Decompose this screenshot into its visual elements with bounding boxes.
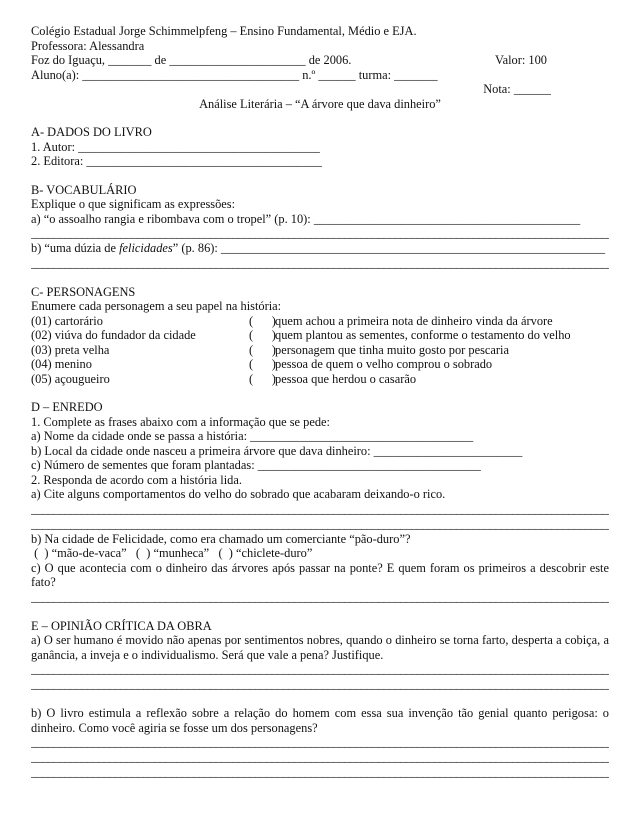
question-2: 2. Responda de acordo com a história lida.	[31, 472, 242, 487]
character-row: (03) preta velha ( ) personagem que tinha muito gosto por pescaria	[31, 342, 509, 357]
answer-line	[31, 517, 609, 532]
vocabulary-instruction: Explique o que significam as expressões:	[31, 197, 236, 211]
section-c-heading: C- PERSONAGENS	[31, 284, 136, 299]
answer-line	[31, 735, 609, 750]
document-title: Análise Literária – “A árvore que dava dinheiro”	[199, 96, 441, 111]
teacher-name: Professora: Alessandra	[31, 38, 145, 53]
opinion-question-a: a) O ser humano é movido não apenas por sentimentos nobres, quando o dinheiro se torna farto, desperta a cobiça, a ganância, a inveja e o individualismo. Será que vale a pena? Justifique.	[31, 633, 609, 662]
question-1b: b) Local da cidade onde nasceu a primeira árvore que dava dinheiro: ________________________	[31, 443, 523, 458]
answer-line	[31, 765, 609, 780]
section-a-heading: A- DADOS DO LIVRO	[31, 125, 152, 139]
answer-line	[31, 226, 609, 241]
question-2c: c) O que acontecia com o dinheiro das árvores após passar na ponte? E quem foram os primeiros a descobrir este fato?	[31, 560, 609, 589]
question-2b-options: ( ) “mão-de-vaca” ( ) “munheca” ( ) “chiclete-duro”	[31, 546, 313, 560]
character-row: (04) menino ( ) pessoa de quem o velho comprou o sobrado	[31, 357, 493, 371]
school-name: Colégio Estadual Jorge Schimmelpfeng – Ensino Fundamental, Médio e EJA.	[31, 24, 417, 38]
author-line: 1. Autor: _______________________________________	[31, 139, 320, 154]
opinion-question-b: b) O livro estimula a reflexão sobre a relação do homem com essa sua invenção tão genial quanto perigosa: o dinheiro. Como você agiria se fosse um dos personagens?	[31, 706, 609, 735]
grade-label: Nota: ______	[483, 82, 551, 96]
worksheet	[31, 24, 609, 780]
vocabulary-item-a: a) “o assoalho rangia e ribombava com o tropel” (p. 10): ___________________________________________	[31, 211, 581, 226]
question-1c: c) Número de sementes que foram plantadas: ____________________________________	[31, 458, 481, 472]
place-date: Foz do Iguaçu, _______ de ______________________ de 2006.	[31, 53, 352, 67]
answer-line	[31, 590, 609, 605]
answer-line	[31, 502, 609, 517]
answer-line	[31, 750, 609, 765]
vocabulary-item-b: b) “uma dúzia de felicidades” (p. 86): ______________________________________________________________	[31, 241, 606, 255]
characters-instruction: Enumere cada personagem a seu papel na história:	[31, 299, 282, 313]
question-2a: a) Cite alguns comportamentos do velho do sobrado que acabaram deixando-o rico.	[31, 487, 446, 501]
question-2b: b) Na cidade de Felicidade, como era chamado um comerciante “pão-duro”?	[31, 531, 411, 546]
section-d-heading: D – ENREDO	[31, 400, 103, 414]
place-date-line	[31, 53, 609, 68]
section-b-heading: B- VOCABULÁRIO	[31, 182, 137, 197]
character-row: (02) viúva do fundador da cidade ( ) quem plantou as sementes, conforme o testamento do velho	[31, 328, 571, 342]
answer-line	[31, 256, 609, 271]
answer-line	[31, 677, 609, 692]
question-1: 1. Complete as frases abaixo com a informação que se pede:	[31, 414, 330, 429]
value-label: Valor: 100	[495, 53, 547, 67]
character-row: (05) açougueiro ( ) pessoa que herdou o casarão	[31, 371, 417, 386]
student-line: Aluno(a): ___________________________________ n.º ______ turma: _______	[31, 67, 438, 82]
section-e-heading: E – OPINIÃO CRÍTICA DA OBRA	[31, 618, 212, 633]
answer-line	[31, 662, 609, 677]
publisher-line: 2. Editora: ______________________________________	[31, 154, 322, 168]
question-1a: a) Nome da cidade onde se passa a história: ____________________________________	[31, 429, 474, 443]
character-row: (01) cartorário ( ) quem achou a primeira nota de dinheiro vinda da árvore	[31, 313, 553, 328]
